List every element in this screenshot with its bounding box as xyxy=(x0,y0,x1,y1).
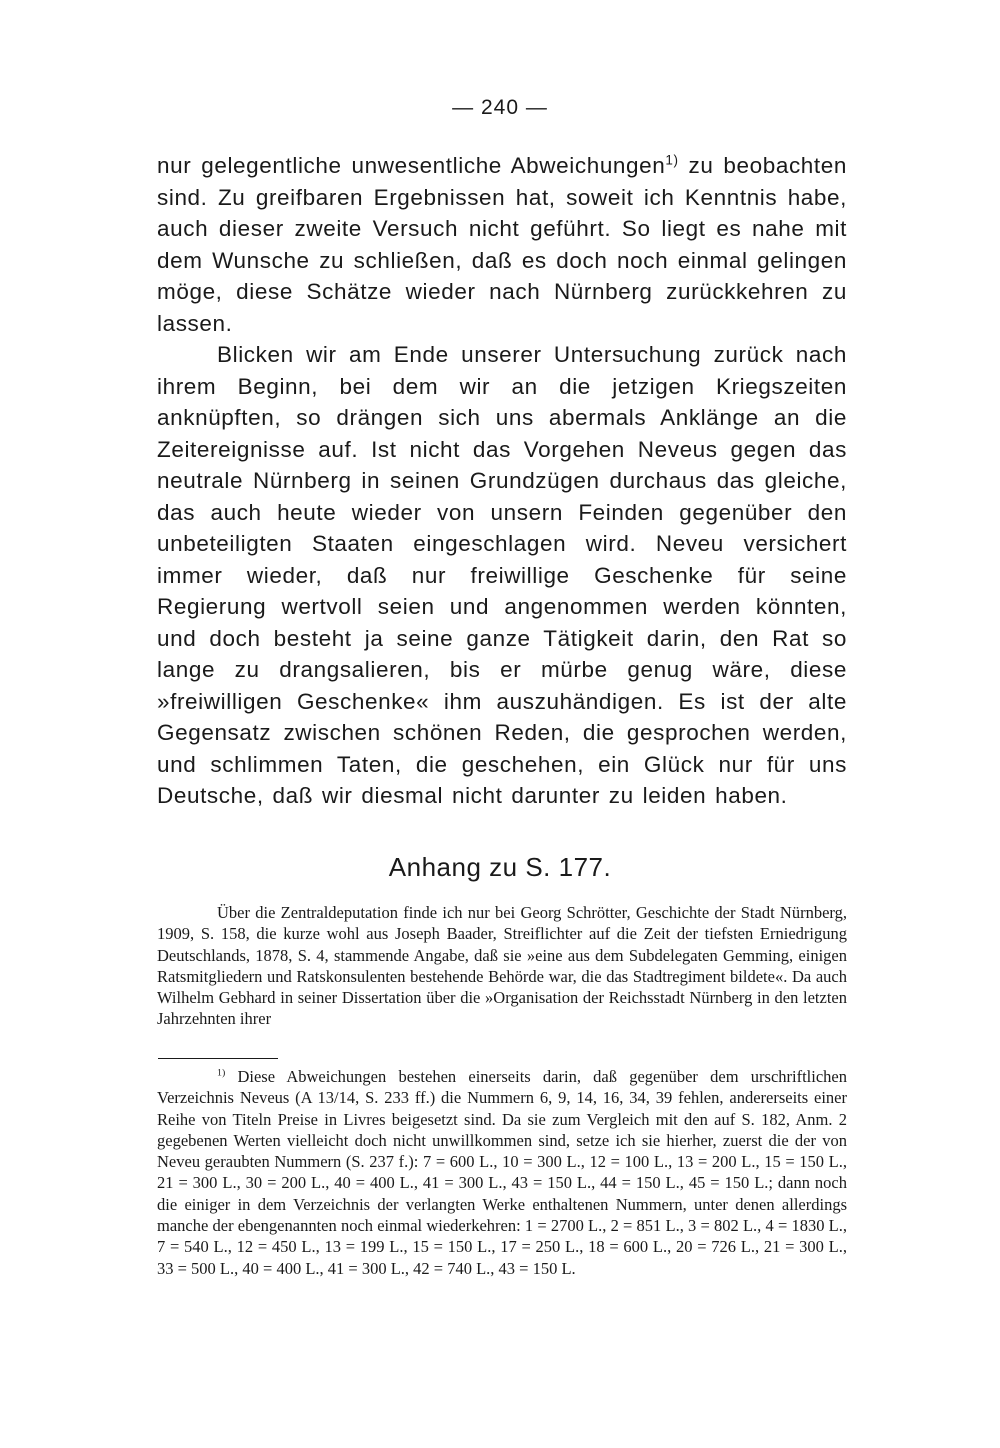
paragraph-2: Blicken wir am Ende unserer Untersuchung zurück nach ihrem Beginn, bei dem wir an die jetzigen Kriegszeiten anknüpften, so drängen sich uns abermals Anklänge an die Zeitereignisse auf. Ist nicht das Vorgehen Neveus gegen das neutrale Nürnberg in seinen Grundzügen durchaus das gleiche, das auch heute wieder von unsern Feinden gegenüber den unbeteiligten Staaten eingeschlagen wird. Neveu versichert immer wieder, daß nur freiwillige Geschenke für seine Regierung wertvoll seien und angenommen werden könnten, und doch besteht ja seine ganze Tätigkeit darin, den Rat so lange zu drangsalieren, bis er mürbe genug wäre, diese »freiwilligen Geschenke« ihm auszuhändigen. Es ist der alte Gegensatz zwischen schönen Reden, die gesprochen werden, und schlimmen Taten, die geschehen, ein Glück nur für uns Deutsche, daß wir diesmal nicht darunter zu leiden haben. xyxy=(157,342,847,808)
main-text xyxy=(157,150,847,812)
paragraph-1 xyxy=(157,150,847,339)
footnote xyxy=(157,1066,847,1279)
page-number: — 240 — xyxy=(452,96,548,119)
footnote-marker: 1) xyxy=(217,1067,226,1079)
paragraph-1-text: nur gelegentliche unwesentliche Abweichungen xyxy=(157,153,666,178)
footnote-reference: 1) xyxy=(665,152,679,168)
appendix-text: Über die Zentraldeputation finde ich nur bei Georg Schrötter, Geschichte der Stadt Nürnberg, 1909, S. 158, die kurze wohl aus Joseph Baader, Streiflichter auf die Zeit der tiefsten Erniedrigung Deutschlands, 1878, S. 4, stammende Angabe, daß sie »eine aus dem Subdelegaten Gemming, einigen Ratsmitgliedern und Ratskonsulenten bestehende Behörde war, die das Stadtregiment bildete«. Da auch Wilhelm Gebhard in seiner Dissertation über die »Organisation der Reichsstadt Nürnberg in den letzten Jahrzehnten ihrer xyxy=(157,903,847,1029)
appendix-heading: Anhang zu S. 177. xyxy=(388,852,612,882)
footnote-divider xyxy=(158,1058,278,1059)
paragraph-1-continuation: zu beobachten sind. Zu greifbaren Ergebnissen hat, soweit ich Kenntnis habe, auch dieser zweite Versuch nicht geführt. So liegt es nahe mit dem Wunsche zu schließen, daß es doch noch einmal gelingen möge, diese Schätze wieder nach Nürnberg zurückkehren zu lassen. xyxy=(157,153,847,336)
footnote-text: Diese Abweichungen bestehen einerseits darin, daß gegenüber dem urschriftlichen Verzeichnis Neveus (A 13/14, S. 233 ff.) die Nummern 6, 9, 14, 16, 34, 39 fehlen, andererseits einer Reihe von Titeln Preise in Livres beigesetzt sind. Da sie zum Vergleich mit den auf S. 182, Anm. 2 gegebenen Werten vielleicht doch nicht unwillkommen sind, setze ich sie hierher, zuerst die der von Neveu geraubten Nummern (S. 237 f.): 7 = 600 L., 10 = 300 L., 12 = 100 L., 13 = 200 L., 15 = 150 L., 21 = 300 L., 30 = 200 L., 40 = 400 L., 41 = 300 L., 43 = 150 L., 44 = 150 L., 45 = 150 L.; dann noch die einiger in dem Verzeichnis der verlangten Werke enthaltenen Nummern, unter denen allerdings manche der ebengenannten noch einmal wiederkehren: 1 = 2700 L., 2 = 851 L., 3 = 802 L., 4 = 1830 L., 7 = 540 L., 12 = 450 L., 13 = 199 L., 15 = 150 L., 17 = 250 L., 18 = 600 L., 20 = 726 L., 21 = 300 L., 33 = 500 L., 40 = 400 L., 41 = 300 L., 42 = 740 L., 43 = 150 L. xyxy=(157,1067,847,1278)
